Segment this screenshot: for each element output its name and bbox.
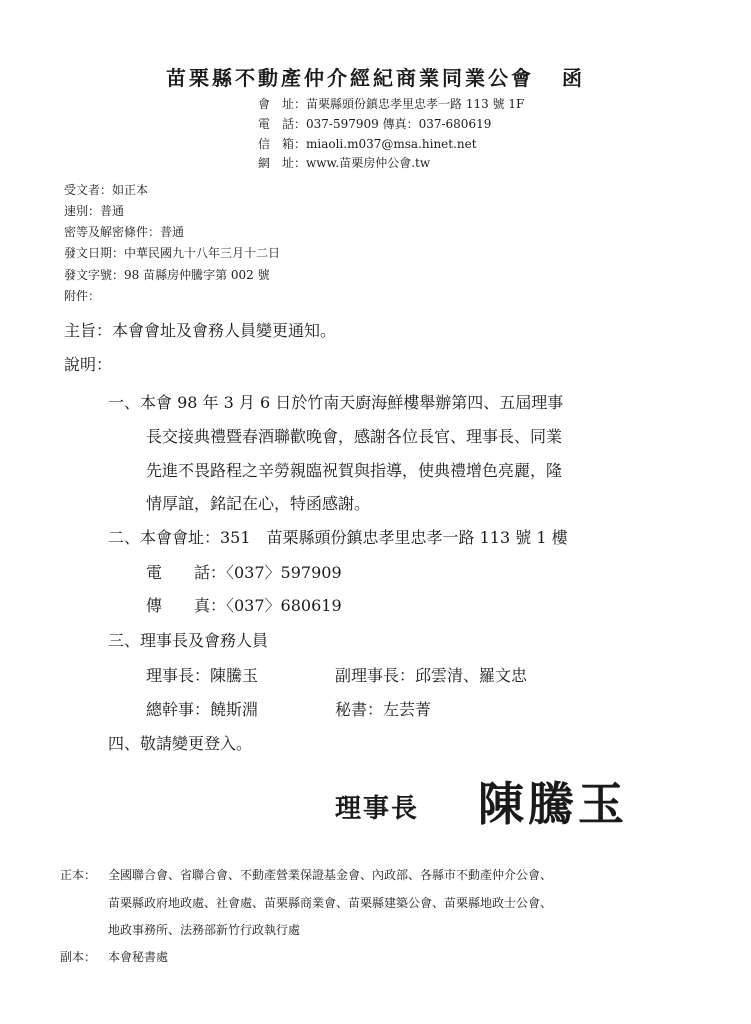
item-two-address: 二、本會會址：351 苗栗縣頭份鎮忠孝里忠孝一路 113 號 1 樓 [108, 528, 568, 547]
item-four: 四、敬請變更登入。 [108, 734, 253, 753]
explanation-label: 說明： [64, 355, 113, 374]
contact-email: 信 箱：miaoli.m037@msa.hinet.net [258, 137, 477, 151]
item-one-line-3: 先進不畏路程之辛勞親臨祝賀與指導，使典禮增色亮麗，隆 [146, 461, 563, 480]
recipient: 受文者：如正本 [64, 183, 149, 197]
signature-title: 理事長 [335, 794, 420, 824]
item-one-line-2: 長交接典禮暨春酒聯歡晚會，感謝各位長官、理事長、同業 [146, 427, 563, 446]
distribution-copy-label: 副本： [60, 950, 97, 964]
classification: 密等及解密條件：普通 [64, 225, 185, 239]
distribution-original-line-2: 苗栗縣政府地政處、社會處、苗栗縣商業會、苗栗縣建築公會、苗栗縣地政士公會、 [108, 896, 553, 910]
org-title: 苗栗縣不動產仲介經紀商業同業公會 [166, 66, 534, 90]
reference-number: 發文字號：98 苗縣房仲騰字第 002 號 [64, 268, 270, 282]
doc-type: 函 [562, 66, 585, 90]
attachment: 附件： [64, 289, 101, 303]
secretary-general: 總幹事：饒斯淵 [146, 700, 259, 719]
distribution-copy: 本會秘書處 [108, 950, 169, 964]
subject: 主旨：本會會址及會務人員變更通知。 [64, 321, 337, 340]
item-two-fax: 傳 真：〈037〉680619 [146, 596, 342, 615]
vice-chairman: 副理事長：邱雲清、羅文忠 [335, 666, 528, 685]
signature-name: 陳騰玉 [478, 777, 628, 831]
chairman: 理事長：陳騰玉 [146, 666, 259, 685]
item-three-heading: 三、理事長及會務人員 [108, 631, 269, 650]
distribution-original-label: 正本： [60, 868, 97, 882]
distribution-original-line-3: 地政事務所、法務部新竹行政執行處 [108, 923, 301, 937]
item-two-phone: 電 話：〈037〉597909 [146, 563, 342, 582]
issue-date: 發文日期：中華民國九十八年三月十二日 [64, 246, 281, 260]
contact-phone: 電 話：037-597909 傳真：037-680619 [258, 117, 492, 131]
item-one-line-4: 情厚誼，銘記在心，特函感謝。 [146, 494, 371, 513]
secretary: 秘書：左芸菁 [335, 700, 432, 719]
speed: 速別：普通 [64, 204, 125, 218]
contact-website: 網 址：www.苗栗房仲公會.tw [258, 156, 431, 170]
distribution-original-line-1: 全國聯合會、省聯合會、不動產營業保證基金會、內政部、各縣市不動產仲介公會、 [108, 868, 553, 882]
document-title [0, 62, 751, 91]
contact-address: 會 址：苗栗縣頭份鎮忠孝里忠孝一路 113 號 1F [258, 97, 525, 111]
item-one-line-1: 一、本會 98 年 3 月 6 日於竹南天廚海鮮樓舉辦第四、五屆理事 [108, 393, 564, 412]
